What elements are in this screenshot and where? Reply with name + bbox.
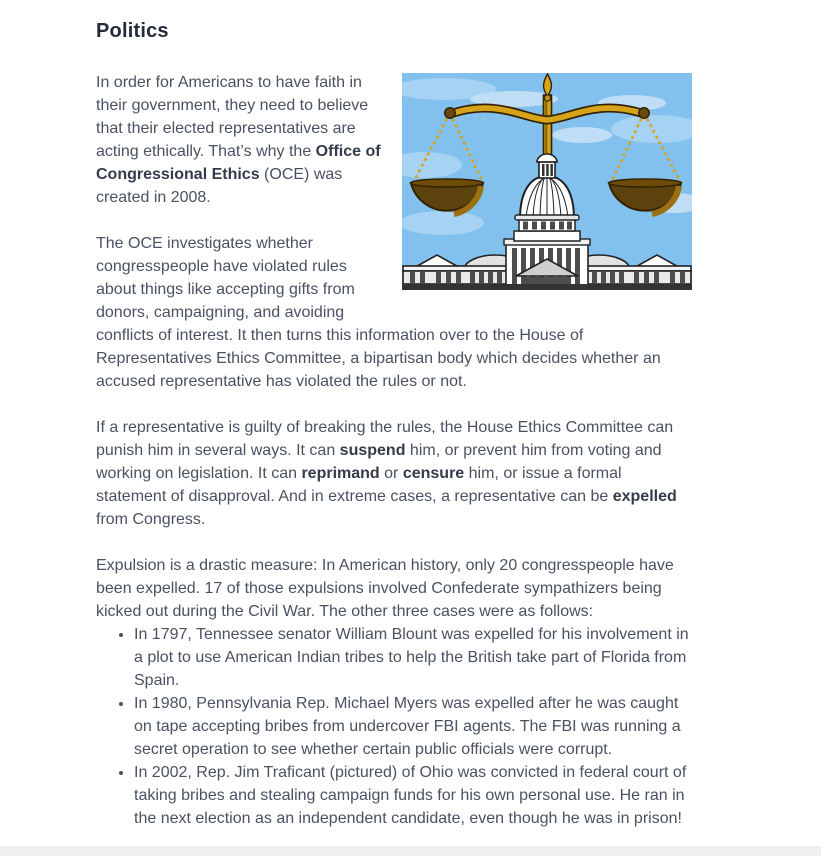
text-segment: If a representative is guilty of breaking the rules, the House Ethics Committee can punish him in several ways. It can [96,419,674,459]
list-item: • In 1980, Pennsylvania Rep. Michael Myers was expelled after he was caught on tape accepting bribes from undercover FBI agents. The FBI was running a secret operation to see whether certain public officials were corrupt. [134,692,692,761]
bold-term: censure [402,465,465,482]
text-segment: The OCE investigates whether congresspeople have violated rules about things like accepting gifts from donors, campaigning, and avoiding conflicts of interest. It then turns this information over to the House of Representatives Ethics Committee, a bipartisan body which decides whether an accused representative has violated the rules or not. [96,235,661,390]
list-item: • In 1797, Tennessee senator William Blount was expelled for his involvement in a plot to use American Indian tribes to help the British take part of Florida from Spain. [134,623,692,692]
paragraph-p4 [96,554,692,623]
scales-capitol-illustration [402,73,692,290]
scales-of-justice-capitol-image [402,73,692,290]
footer-strip [0,846,821,856]
bold-term: suspend [339,442,406,459]
text-segment: from Congress. [96,511,206,528]
text-segment: In order for Americans to have faith in their government, they need to believe that their elected representatives are acting ethically. That’s why the [96,74,369,160]
article-body [96,71,692,830]
text-segment: him, or issue a formal statement of disapproval. And in extreme cases, a representative can be [96,465,622,505]
bold-term: reprimand [301,465,380,482]
bold-term: expelled [612,488,677,505]
list-item: • In 2002, Rep. Jim Traficant (pictured) of Ohio was convicted in federal court of taking bribes and stealing campaign funds for his own personal use. He ran in the next election as an independent candidate, even though he was in prison! [134,761,692,830]
bold-term: Office of Congressional Ethics [96,143,381,183]
text-segment: Expulsion is a drastic measure: In American history, only 20 congresspeople have been expelled. 17 of those expulsions involved Confederate sympathizers being kicked out during the Civil War. The other three cases were as follows: [96,557,674,620]
text-segment: or [379,465,403,482]
paragraph-p3 [96,416,692,531]
page-title: Politics [96,20,169,42]
text-segment: him, or prevent him from voting and working on legislation. It can [96,442,662,482]
text-segment: (OCE) was created in 2008. [96,166,343,206]
bullet-list [96,623,692,830]
article-page [96,20,692,830]
